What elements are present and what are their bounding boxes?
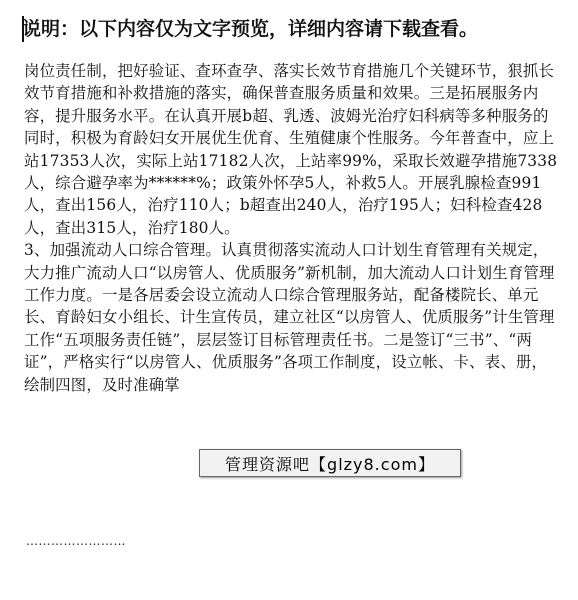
paragraph-1: 岗位责任制，把好验证、查环查孕、落实长效节育措施几个关键环节，狠抓长效节育措施和补救措施的落实，确保普查服务质量和效果。三是拓展服务内容，提升服务水平。在认真开展b超、乳透、波姆光治疗妇科病等多种服务的同时，积极为育龄妇女开展优生优育、生殖健康个性服务。今年普查中，应上站17353人次，实际上站17182人次，上站率99%，采取长效避孕措施7338人，综合避孕率为******%；政策外怀孕5人，补救5人。开展乳腺检查991人，查出156人，治疗110人；b超查出240人，治疗195人；妇科检查428人，查出315人，治疗180人。 xyxy=(24,62,558,237)
watermark-badge: 管理资源吧【glzy8.com】 xyxy=(199,449,461,477)
document-body xyxy=(24,60,562,396)
paragraph-2: 3、加强流动人口综合管理。认真贯彻落实流动人口计划生育管理有关规定，大力推广流动人口“以房管人、优质服务”新机制，加大流动人口计划生育管理工作力度。一是各居委会设立流动人口综合管理服务站，配备楼院长、单元长、育龄妇女小组长、计生宣传员，建立社区“以房管人、优质服务”计生管理工作“五项服务责任链”，层层签订目标管理责任书。二是签订“三书”、“两证”，严格实行“以房管人、优质服务”各项工作制度，设立帐、卡、表、册，绘制四图，及时准确掌 xyxy=(24,241,555,394)
preview-notice: 说明：以下内容仅为文字预览，详细内容请下载查看。 xyxy=(22,18,479,40)
truncation-ellipsis: …………………… xyxy=(26,534,126,548)
